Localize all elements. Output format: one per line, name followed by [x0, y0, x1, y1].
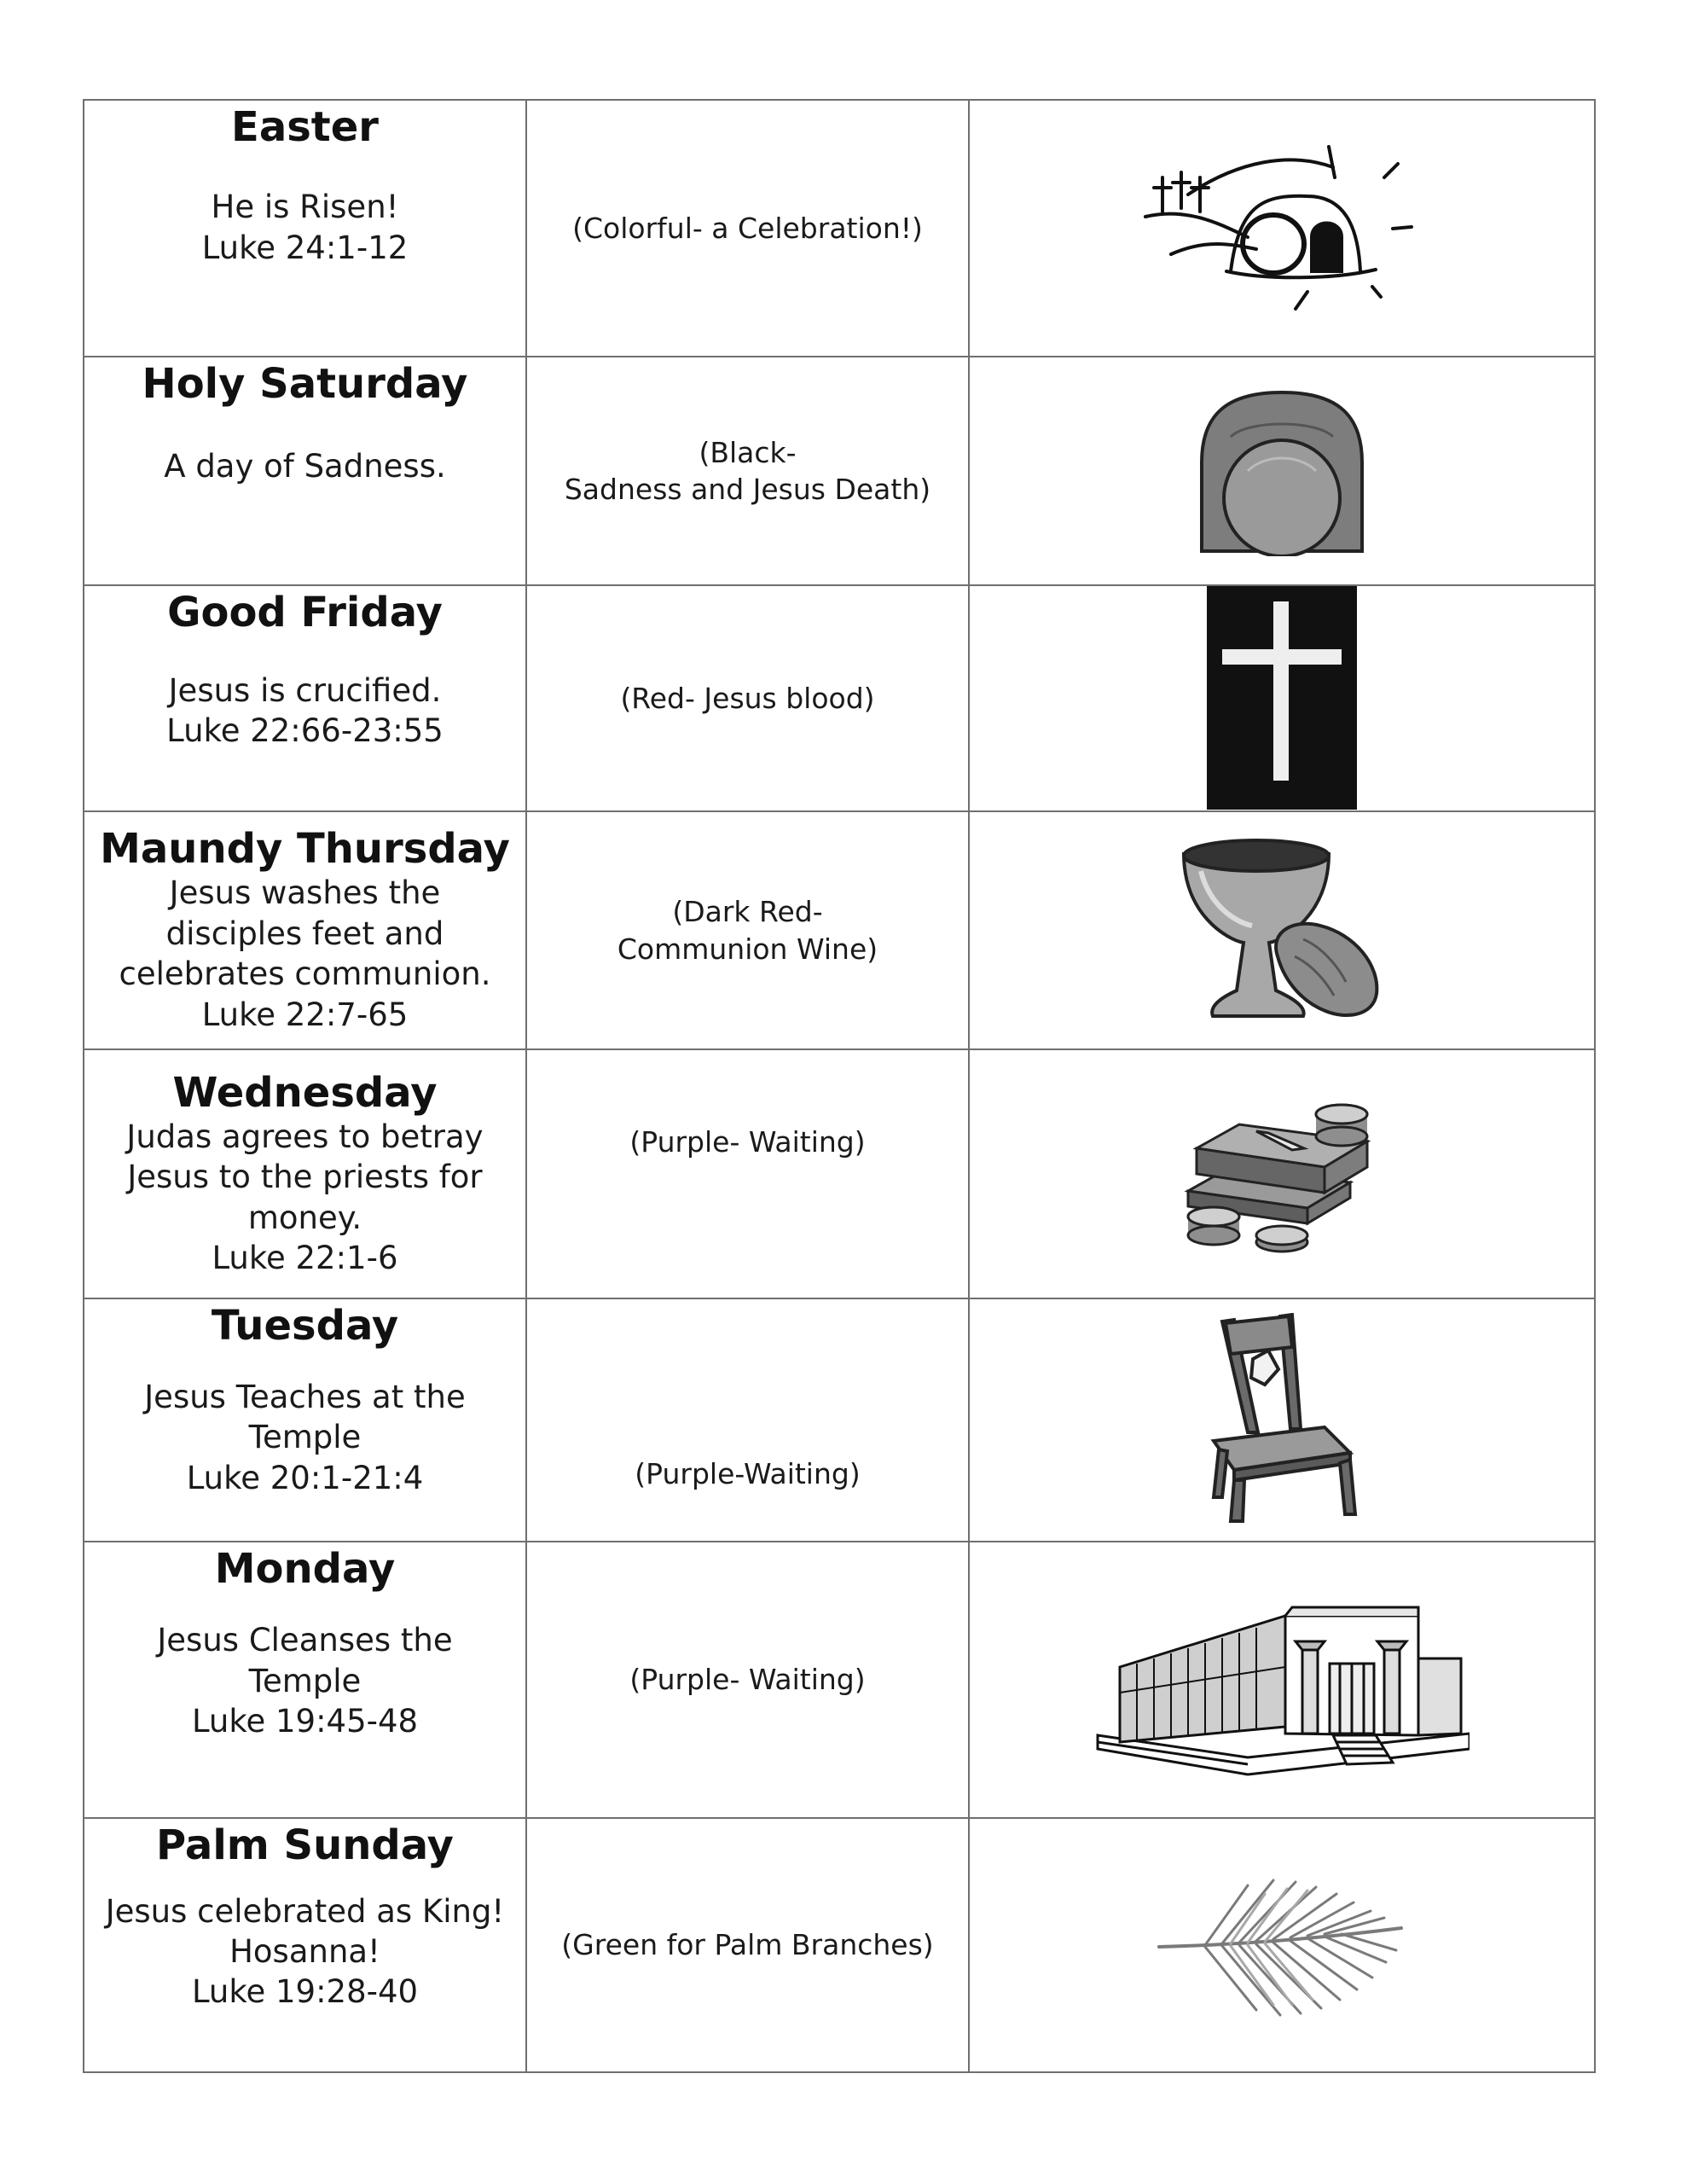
color-cell — [526, 1049, 969, 1298]
picture-cell — [969, 1818, 1595, 2072]
palm-branch-icon — [1154, 1868, 1410, 2022]
temple-icon — [1094, 1582, 1470, 1778]
day-title: Good Friday — [167, 588, 443, 636]
color-note: (Colorful- a Celebration!) — [572, 211, 923, 245]
picture-cell — [969, 1542, 1595, 1818]
day-cell — [84, 1049, 526, 1298]
day-description: Judas agrees to betray Jesus to the priests for money. Luke 22:1-6 — [126, 1118, 484, 1276]
color-note: (Purple- Waiting) — [629, 1125, 866, 1159]
color-cell — [526, 357, 969, 584]
sealed-tomb-icon — [1197, 386, 1367, 556]
day-description: He is Risen! Luke 24:1-12 — [201, 189, 409, 266]
table-row-maundy-thursday — [84, 811, 1595, 1049]
color-cell — [526, 1298, 969, 1542]
table-row-palm-sunday — [84, 1818, 1595, 2072]
table-row-tuesday — [84, 1298, 1595, 1542]
money-icon — [1180, 1089, 1384, 1259]
picture-cell — [969, 100, 1595, 357]
day-title: Tuesday — [211, 1301, 399, 1350]
color-note: (Green for Palm Branches) — [561, 1927, 934, 1961]
picture-cell — [969, 1298, 1595, 1542]
day-title: Maundy Thursday — [100, 825, 510, 874]
color-note: (Dark Red- Communion Wine) — [617, 895, 878, 966]
day-title: Wednesday — [172, 1068, 438, 1117]
chair-icon — [1197, 1313, 1367, 1526]
color-cell — [526, 100, 969, 357]
table-row-holy-saturday — [84, 357, 1595, 584]
day-title: Monday — [214, 1544, 396, 1593]
day-title: Holy Saturday — [142, 360, 468, 409]
table-row-monday — [84, 1542, 1595, 1818]
picture-cell — [969, 1049, 1595, 1298]
day-description: Jesus is crucified. Luke 22:66-23:55 — [166, 671, 443, 750]
day-cell — [84, 1542, 526, 1818]
day-description: Jesus celebrated as King! Hosanna! Luke 19:28-40 — [105, 1892, 505, 2011]
day-description: Jesus washes the disciples feet and celebrates communion. Luke 22:7-65 — [119, 874, 491, 1033]
table-row-good-friday — [84, 585, 1595, 811]
day-description: Jesus Teaches at the Temple Luke 20:1-21:4 — [144, 1378, 466, 1496]
holy-week-table — [83, 99, 1596, 2073]
picture-cell — [969, 811, 1595, 1049]
color-cell — [526, 1542, 969, 1818]
chalice-bread-icon — [1175, 837, 1388, 1025]
table-row-wednesday — [84, 1049, 1595, 1298]
day-description: Jesus Cleanses the Temple Luke 19:45-48 — [157, 1622, 453, 1740]
day-cell — [84, 357, 526, 584]
table-row-easter — [84, 100, 1595, 357]
color-cell — [526, 811, 969, 1049]
color-cell — [526, 585, 969, 811]
picture-cell — [969, 585, 1595, 811]
color-note: (Purple- Waiting) — [629, 1662, 866, 1696]
day-title: Palm Sunday — [156, 1821, 454, 1869]
day-title: Easter — [231, 103, 379, 151]
color-note: (Red- Jesus blood) — [620, 681, 875, 715]
cross-icon — [1207, 586, 1357, 810]
day-description: A day of Sadness. — [164, 447, 446, 485]
picture-cell — [969, 357, 1595, 584]
day-cell — [84, 100, 526, 357]
day-cell — [84, 1818, 526, 2072]
color-note: (Black- Sadness and Jesus Death) — [564, 435, 931, 507]
day-cell — [84, 811, 526, 1049]
color-note: (Purple-Waiting) — [635, 1457, 861, 1491]
empty-tomb-icon — [1137, 143, 1427, 314]
day-cell — [84, 1298, 526, 1542]
color-cell — [526, 1818, 969, 2072]
day-cell — [84, 585, 526, 811]
